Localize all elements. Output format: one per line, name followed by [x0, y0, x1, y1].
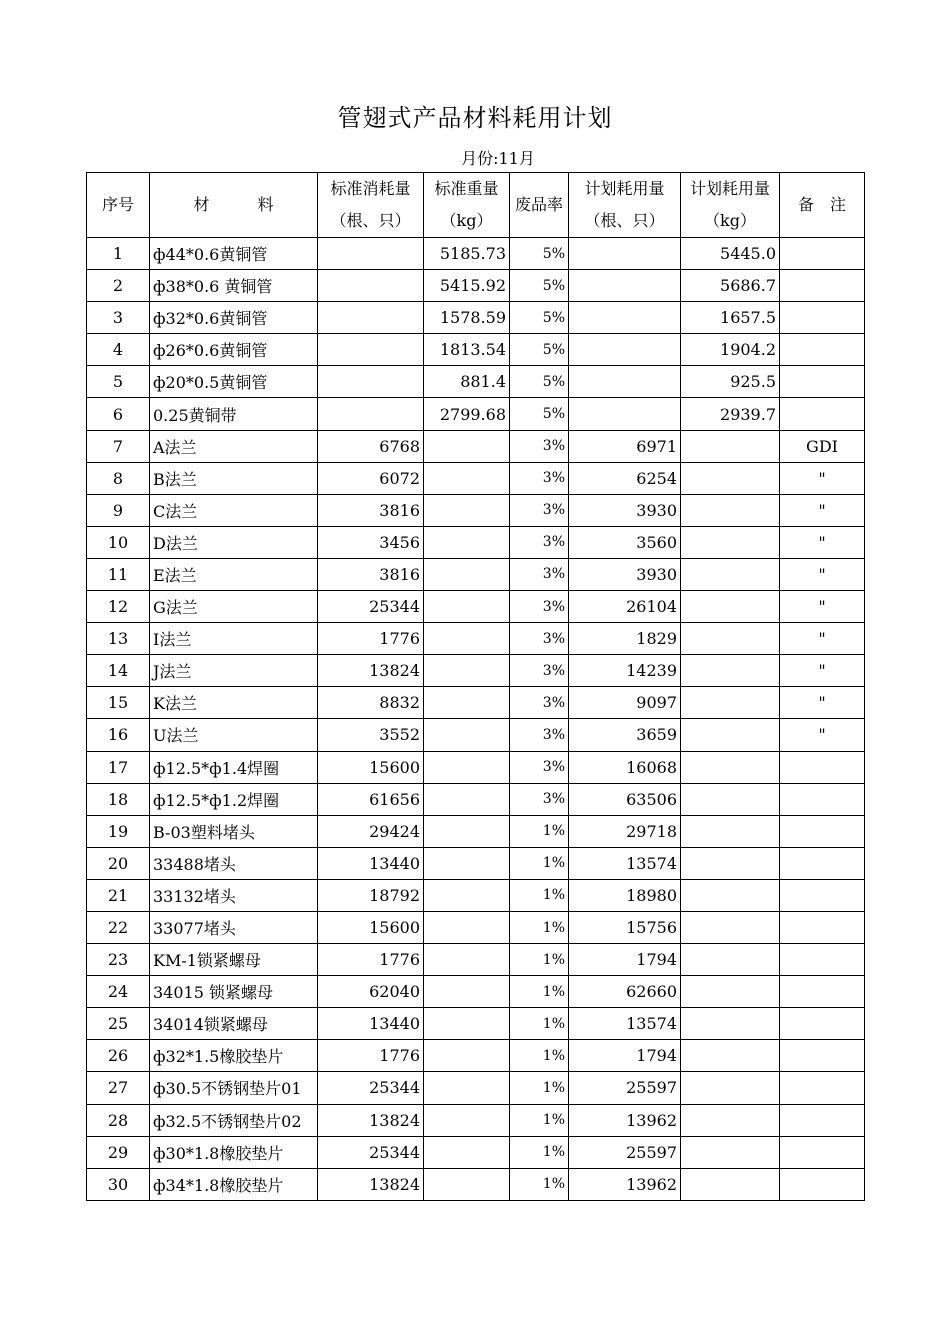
cell-scrap-rate: 3% [510, 687, 569, 719]
table-row [87, 1168, 865, 1200]
cell-plan-qty: 16068 [569, 751, 681, 783]
cell-std-weight: 1813.54 [424, 334, 510, 366]
cell-seq: 25 [87, 1008, 150, 1040]
cell-seq: 18 [87, 783, 150, 815]
cell-note [780, 398, 865, 430]
cell-plan-qty: 62660 [569, 976, 681, 1008]
table-row [87, 302, 865, 334]
cell-note: " [780, 494, 865, 526]
cell-plan-weight [681, 526, 780, 558]
table-row [87, 976, 865, 1008]
cell-scrap-rate: 5% [510, 334, 569, 366]
cell-std-weight [424, 1104, 510, 1136]
cell-note [780, 783, 865, 815]
header-std-weight-line1: 标准重量 [434, 179, 499, 198]
cell-std-weight [424, 1136, 510, 1168]
table-row [87, 719, 865, 751]
cell-material: D法兰 [150, 526, 318, 558]
table-row [87, 655, 865, 687]
cell-note [780, 815, 865, 847]
cell-material: U法兰 [150, 719, 318, 751]
cell-std-qty: 25344 [318, 1136, 424, 1168]
cell-plan-weight [681, 1168, 780, 1200]
header-std-qty [318, 173, 424, 238]
cell-note: " [780, 687, 865, 719]
cell-seq: 24 [87, 976, 150, 1008]
cell-plan-qty: 13574 [569, 847, 681, 879]
cell-seq: 1 [87, 238, 150, 270]
cell-std-qty: 3552 [318, 719, 424, 751]
table-row [87, 1136, 865, 1168]
cell-std-weight [424, 815, 510, 847]
cell-material: C法兰 [150, 494, 318, 526]
cell-std-qty [318, 270, 424, 302]
cell-seq: 6 [87, 398, 150, 430]
table-row [87, 238, 865, 270]
cell-plan-weight: 5686.7 [681, 270, 780, 302]
cell-std-qty: 13440 [318, 847, 424, 879]
cell-note: GDI [780, 430, 865, 462]
materials-table [86, 172, 865, 1201]
cell-material: ф12.5*ф1.4焊圈 [150, 751, 318, 783]
table-row [87, 944, 865, 976]
cell-plan-qty: 1794 [569, 944, 681, 976]
table-row [87, 334, 865, 366]
cell-seq: 13 [87, 623, 150, 655]
cell-scrap-rate: 5% [510, 302, 569, 334]
cell-note [780, 1072, 865, 1104]
cell-plan-weight: 1904.2 [681, 334, 780, 366]
cell-seq: 8 [87, 462, 150, 494]
cell-scrap-rate: 3% [510, 430, 569, 462]
cell-std-weight [424, 719, 510, 751]
cell-plan-weight [681, 847, 780, 879]
header-std-qty-line1: 标准消耗量 [330, 179, 411, 198]
cell-std-weight [424, 1072, 510, 1104]
cell-std-qty: 13824 [318, 1104, 424, 1136]
cell-std-qty [318, 334, 424, 366]
cell-std-weight [424, 944, 510, 976]
cell-plan-weight: 925.5 [681, 366, 780, 398]
cell-material: J法兰 [150, 655, 318, 687]
cell-std-qty: 25344 [318, 591, 424, 623]
header-plan-weight-line2: （kg） [704, 211, 756, 230]
cell-material: ф30*1.8橡胶垫片 [150, 1136, 318, 1168]
cell-seq: 27 [87, 1072, 150, 1104]
cell-std-qty: 1776 [318, 623, 424, 655]
cell-std-weight [424, 879, 510, 911]
cell-plan-weight [681, 783, 780, 815]
cell-seq: 4 [87, 334, 150, 366]
cell-note [780, 270, 865, 302]
cell-seq: 10 [87, 526, 150, 558]
cell-plan-weight [681, 1136, 780, 1168]
cell-std-qty: 29424 [318, 815, 424, 847]
cell-std-weight [424, 687, 510, 719]
cell-scrap-rate: 5% [510, 270, 569, 302]
cell-plan-qty: 3560 [569, 526, 681, 558]
cell-note: " [780, 719, 865, 751]
cell-seq: 21 [87, 879, 150, 911]
cell-material: ф32.5不锈钢垫片02 [150, 1104, 318, 1136]
cell-plan-weight [681, 976, 780, 1008]
cell-material: 33077堵头 [150, 911, 318, 943]
cell-seq: 9 [87, 494, 150, 526]
cell-plan-qty [569, 302, 681, 334]
cell-scrap-rate: 1% [510, 976, 569, 1008]
header-seq: 序号 [87, 173, 150, 238]
cell-scrap-rate: 1% [510, 1136, 569, 1168]
cell-scrap-rate: 1% [510, 1104, 569, 1136]
header-std-weight-line2: （kg） [440, 211, 493, 230]
header-std-qty-line2: （根、只） [330, 211, 411, 230]
cell-std-qty: 15600 [318, 911, 424, 943]
cell-material: ф20*0.5黄铜管 [150, 366, 318, 398]
cell-seq: 15 [87, 687, 150, 719]
cell-seq: 11 [87, 558, 150, 590]
cell-std-weight [424, 526, 510, 558]
cell-std-qty [318, 302, 424, 334]
table-row [87, 1008, 865, 1040]
cell-scrap-rate: 1% [510, 1072, 569, 1104]
cell-plan-qty [569, 366, 681, 398]
cell-scrap-rate: 5% [510, 366, 569, 398]
cell-seq: 14 [87, 655, 150, 687]
cell-scrap-rate: 1% [510, 1008, 569, 1040]
cell-material: ф32*1.5橡胶垫片 [150, 1040, 318, 1072]
cell-scrap-rate: 1% [510, 944, 569, 976]
cell-note [780, 334, 865, 366]
table-row [87, 1072, 865, 1104]
cell-plan-weight [681, 1008, 780, 1040]
cell-seq: 30 [87, 1168, 150, 1200]
cell-plan-qty [569, 270, 681, 302]
cell-std-qty: 13440 [318, 1008, 424, 1040]
cell-plan-qty: 13574 [569, 1008, 681, 1040]
cell-material: G法兰 [150, 591, 318, 623]
cell-std-qty: 3816 [318, 494, 424, 526]
cell-scrap-rate: 3% [510, 558, 569, 590]
cell-material: K法兰 [150, 687, 318, 719]
cell-scrap-rate: 5% [510, 398, 569, 430]
cell-material: ф34*1.8橡胶垫片 [150, 1168, 318, 1200]
cell-seq: 5 [87, 366, 150, 398]
cell-std-weight [424, 558, 510, 590]
cell-std-weight: 2799.68 [424, 398, 510, 430]
cell-note: " [780, 526, 865, 558]
header-plan-weight [681, 173, 780, 238]
cell-plan-qty [569, 238, 681, 270]
cell-plan-qty: 13962 [569, 1104, 681, 1136]
cell-std-qty: 15600 [318, 751, 424, 783]
cell-std-qty [318, 238, 424, 270]
cell-plan-weight [681, 719, 780, 751]
table-row [87, 1104, 865, 1136]
cell-plan-qty: 14239 [569, 655, 681, 687]
cell-scrap-rate: 1% [510, 847, 569, 879]
cell-plan-weight [681, 751, 780, 783]
table-row [87, 847, 865, 879]
cell-std-qty: 8832 [318, 687, 424, 719]
cell-std-weight [424, 1040, 510, 1072]
cell-std-weight [424, 591, 510, 623]
cell-plan-qty: 25597 [569, 1072, 681, 1104]
cell-note [780, 1040, 865, 1072]
header-plan-qty [569, 173, 681, 238]
cell-std-qty: 1776 [318, 944, 424, 976]
cell-plan-weight [681, 1072, 780, 1104]
cell-scrap-rate: 3% [510, 783, 569, 815]
cell-plan-weight [681, 623, 780, 655]
cell-note [780, 944, 865, 976]
cell-scrap-rate: 3% [510, 494, 569, 526]
cell-plan-qty: 29718 [569, 815, 681, 847]
header-scrap-rate: 废品率 [510, 173, 569, 238]
cell-plan-weight [681, 815, 780, 847]
cell-plan-qty: 1829 [569, 623, 681, 655]
cell-std-weight [424, 494, 510, 526]
table-row [87, 815, 865, 847]
table-row [87, 526, 865, 558]
cell-plan-weight [681, 1040, 780, 1072]
table-row [87, 623, 865, 655]
cell-plan-weight [681, 558, 780, 590]
cell-note: " [780, 462, 865, 494]
cell-scrap-rate: 3% [510, 623, 569, 655]
cell-seq: 28 [87, 1104, 150, 1136]
cell-seq: 23 [87, 944, 150, 976]
cell-plan-weight [681, 687, 780, 719]
table-row [87, 430, 865, 462]
cell-note [780, 976, 865, 1008]
cell-std-qty [318, 398, 424, 430]
cell-seq: 16 [87, 719, 150, 751]
cell-plan-qty: 9097 [569, 687, 681, 719]
cell-scrap-rate: 3% [510, 751, 569, 783]
cell-std-weight [424, 911, 510, 943]
table-row [87, 494, 865, 526]
header-plan-qty-line1: 计划耗用量 [584, 179, 665, 198]
cell-std-weight [424, 655, 510, 687]
table-row [87, 911, 865, 943]
table-row [87, 398, 865, 430]
cell-seq: 26 [87, 1040, 150, 1072]
cell-material: ф30.5不锈钢垫片01 [150, 1072, 318, 1104]
cell-scrap-rate: 1% [510, 815, 569, 847]
cell-note [780, 847, 865, 879]
cell-scrap-rate: 1% [510, 879, 569, 911]
cell-note: " [780, 623, 865, 655]
cell-std-qty: 1776 [318, 1040, 424, 1072]
cell-std-qty: 13824 [318, 1168, 424, 1200]
table-row [87, 687, 865, 719]
cell-plan-qty: 1794 [569, 1040, 681, 1072]
table-row [87, 366, 865, 398]
cell-plan-qty [569, 398, 681, 430]
cell-seq: 7 [87, 430, 150, 462]
cell-note: " [780, 655, 865, 687]
cell-scrap-rate: 1% [510, 911, 569, 943]
table-row [87, 783, 865, 815]
cell-plan-weight: 2939.7 [681, 398, 780, 430]
cell-scrap-rate: 5% [510, 238, 569, 270]
cell-std-weight [424, 976, 510, 1008]
cell-scrap-rate: 3% [510, 526, 569, 558]
cell-std-qty [318, 366, 424, 398]
cell-scrap-rate: 3% [510, 591, 569, 623]
cell-note [780, 1168, 865, 1200]
cell-std-qty: 13824 [318, 655, 424, 687]
cell-std-qty: 6072 [318, 462, 424, 494]
cell-scrap-rate: 3% [510, 719, 569, 751]
cell-std-weight [424, 623, 510, 655]
cell-note [780, 238, 865, 270]
cell-std-weight: 1578.59 [424, 302, 510, 334]
cell-plan-weight [681, 944, 780, 976]
cell-std-qty: 3816 [318, 558, 424, 590]
cell-plan-qty: 18980 [569, 879, 681, 911]
cell-std-weight [424, 462, 510, 494]
header-plan-qty-line2: （根、只） [584, 211, 665, 230]
cell-plan-weight: 1657.5 [681, 302, 780, 334]
cell-seq: 20 [87, 847, 150, 879]
cell-plan-weight [681, 879, 780, 911]
header-plan-weight-line1: 计划耗用量 [689, 179, 770, 198]
cell-std-weight: 5415.92 [424, 270, 510, 302]
cell-plan-qty: 13962 [569, 1168, 681, 1200]
cell-seq: 3 [87, 302, 150, 334]
cell-plan-qty: 3930 [569, 494, 681, 526]
cell-std-weight [424, 1168, 510, 1200]
cell-note [780, 366, 865, 398]
cell-material: A法兰 [150, 430, 318, 462]
header-material: 材 料 [150, 173, 318, 238]
cell-material: B法兰 [150, 462, 318, 494]
cell-material: B-03塑料堵头 [150, 815, 318, 847]
month-label: 月份:11月 [461, 149, 535, 168]
cell-note [780, 1008, 865, 1040]
cell-scrap-rate: 1% [510, 1040, 569, 1072]
cell-std-qty: 62040 [318, 976, 424, 1008]
cell-note [780, 302, 865, 334]
cell-note [780, 879, 865, 911]
cell-material: 33488堵头 [150, 847, 318, 879]
cell-seq: 17 [87, 751, 150, 783]
cell-std-qty: 18792 [318, 879, 424, 911]
cell-material: KM-1锁紧螺母 [150, 944, 318, 976]
page-title: 管翅式产品材料耗用计划 [337, 104, 613, 132]
cell-note [780, 1104, 865, 1136]
cell-seq: 22 [87, 911, 150, 943]
cell-seq: 2 [87, 270, 150, 302]
table-header-row [87, 173, 865, 238]
cell-material: ф32*0.6黄铜管 [150, 302, 318, 334]
cell-seq: 19 [87, 815, 150, 847]
table-row [87, 879, 865, 911]
cell-material: 0.25黄铜带 [150, 398, 318, 430]
cell-note: " [780, 591, 865, 623]
cell-plan-weight [681, 591, 780, 623]
table-row [87, 1040, 865, 1072]
cell-std-qty: 61656 [318, 783, 424, 815]
cell-material: I法兰 [150, 623, 318, 655]
cell-note [780, 1136, 865, 1168]
cell-plan-weight [681, 462, 780, 494]
cell-note [780, 911, 865, 943]
cell-material: 33132堵头 [150, 879, 318, 911]
cell-plan-qty: 6254 [569, 462, 681, 494]
cell-note [780, 751, 865, 783]
cell-plan-qty: 15756 [569, 911, 681, 943]
cell-std-weight [424, 847, 510, 879]
cell-std-qty: 6768 [318, 430, 424, 462]
cell-plan-weight: 5445.0 [681, 238, 780, 270]
cell-plan-qty [569, 334, 681, 366]
cell-material: ф26*0.6黄铜管 [150, 334, 318, 366]
cell-std-weight: 5185.73 [424, 238, 510, 270]
cell-seq: 12 [87, 591, 150, 623]
cell-material: ф12.5*ф1.2焊圈 [150, 783, 318, 815]
cell-std-qty: 25344 [318, 1072, 424, 1104]
cell-plan-qty: 63506 [569, 783, 681, 815]
cell-scrap-rate: 3% [510, 462, 569, 494]
cell-material: ф44*0.6黄铜管 [150, 238, 318, 270]
cell-material: ф38*0.6 黄铜管 [150, 270, 318, 302]
cell-std-weight [424, 1008, 510, 1040]
cell-note: " [780, 558, 865, 590]
cell-std-weight [424, 751, 510, 783]
cell-plan-qty: 3659 [569, 719, 681, 751]
cell-material: 34014锁紧螺母 [150, 1008, 318, 1040]
cell-plan-qty: 26104 [569, 591, 681, 623]
cell-material: E法兰 [150, 558, 318, 590]
cell-plan-weight [681, 430, 780, 462]
cell-plan-weight [681, 655, 780, 687]
cell-std-weight [424, 783, 510, 815]
cell-material: 34015 锁紧螺母 [150, 976, 318, 1008]
cell-plan-weight [681, 494, 780, 526]
cell-plan-qty: 3930 [569, 558, 681, 590]
table-row [87, 462, 865, 494]
header-std-weight [424, 173, 510, 238]
header-note: 备 注 [780, 173, 865, 238]
cell-scrap-rate: 1% [510, 1168, 569, 1200]
table-row [87, 751, 865, 783]
table-row [87, 558, 865, 590]
cell-plan-weight [681, 1104, 780, 1136]
cell-plan-qty: 6971 [569, 430, 681, 462]
cell-seq: 29 [87, 1136, 150, 1168]
cell-plan-qty: 25597 [569, 1136, 681, 1168]
cell-std-weight: 881.4 [424, 366, 510, 398]
cell-std-qty: 3456 [318, 526, 424, 558]
table-row [87, 591, 865, 623]
cell-plan-weight [681, 911, 780, 943]
cell-std-weight [424, 430, 510, 462]
table-row [87, 270, 865, 302]
cell-scrap-rate: 3% [510, 655, 569, 687]
